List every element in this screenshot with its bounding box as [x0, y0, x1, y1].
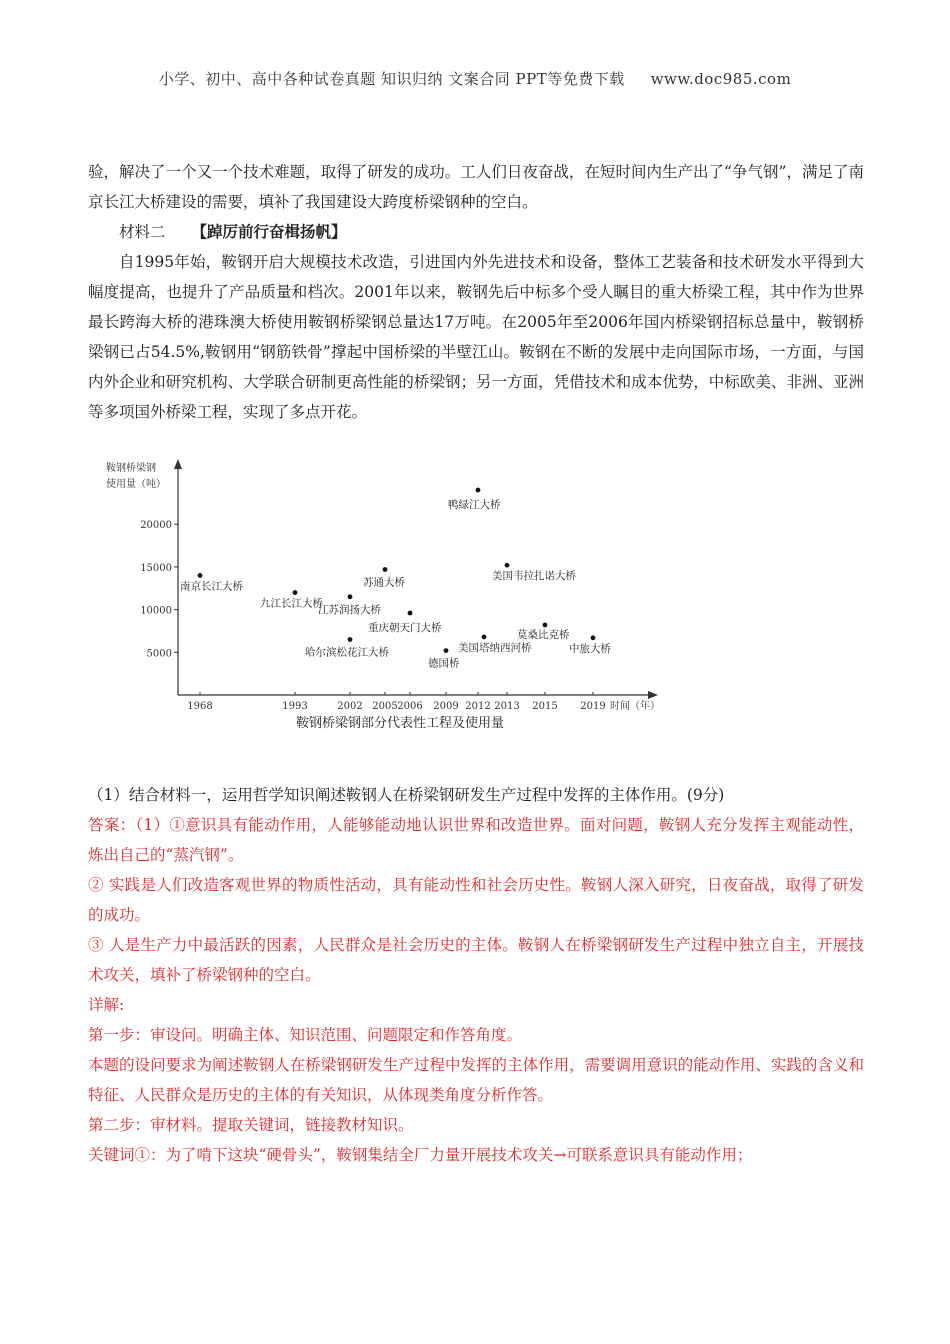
data-point [444, 648, 449, 653]
data-point-label: 哈尔滨松花江大桥 [305, 646, 389, 659]
x-tick-label: 2019 [580, 701, 606, 712]
data-point [348, 594, 353, 599]
detail-step2: 第二步：审材料。提取关键词，链接教材知识。 [88, 1116, 414, 1134]
y-tick-label: 5000 [146, 648, 172, 660]
data-point-label: 德国桥 [428, 657, 460, 670]
x-tick-label: 2005 [372, 701, 398, 712]
material2-title: 【踔厉前行奋楫扬帆】 [191, 222, 347, 241]
data-point-label: 苏通大桥 [363, 576, 405, 589]
x-tick-label: 2013 [494, 701, 520, 712]
y-tick-label: 10000 [140, 605, 172, 617]
data-point-label: 美国韦拉扎诺大桥 [492, 570, 576, 583]
material2-heading [88, 217, 864, 247]
data-point-label: 九江长江大桥 [260, 597, 323, 610]
y-axis-label-line2: 使用量（吨） [106, 479, 166, 490]
x-tick-label: 2012 [465, 701, 491, 712]
data-point [476, 488, 481, 493]
data-point [348, 637, 353, 642]
data-point-label: 中旅大桥 [569, 642, 611, 655]
data-point-label: 鸭绿江大桥 [448, 499, 501, 512]
y-tick-label: 20000 [140, 520, 172, 532]
data-point [505, 563, 510, 568]
data-point-label: 莫桑比克桥 [517, 628, 570, 641]
detail-step1: 第一步：审设问。明确主体、知识范围、问题限定和作答角度。 [88, 1026, 523, 1044]
page-header [0, 68, 950, 89]
chart-title: 鞍钢桥梁钢部分代表性工程及使用量 [295, 716, 505, 731]
chart-svg [100, 455, 680, 745]
answer-item-1: 答案：（1）①意识具有能动作用，人能够能动地认识世界和改造世界。面对问题，鞍钢人充分发挥主观能动性，炼出自己的“蒸汽钢”。 [88, 816, 864, 864]
data-point-label: 南京长江大桥 [180, 580, 243, 593]
x-tick-label: 1968 [187, 701, 213, 712]
y-tick-label: 15000 [140, 562, 172, 574]
data-point [198, 573, 203, 578]
x-tick-label: 2009 [433, 701, 459, 712]
header-text: 小学、初中、高中各种试卷真题 知识归纳 文案合同 PPT等免费下载 [158, 70, 625, 88]
material2-label: 材料二 [119, 223, 166, 241]
data-point [591, 635, 596, 640]
data-point [543, 623, 548, 628]
material2-paragraph: 自1995年始，鞍钢开启大规模技术改造，引进国内外先进技术和设备，整体工艺装备和技术研发水平得到大幅度提高，也提升了产品质量和档次。2001年以来，鞍钢先后中标多个受人瞩目的重大桥梁工程，其中作为世界最长跨海大桥的港珠澳大桥使用鞍钢桥梁钢总量达17万吨。在2005年至2006年国内桥梁钢招标总量中，鞍钢桥梁钢已占54.5%,鞍钢用“钢筋铁骨”撑起中国桥梁的半壁江山。鞍钢在不断的发展中走向国际市场，一方面，与国内外企业和研究机构、大学联合研制更高性能的桥梁钢；另一方面，凭借技术和成本优势，中标欧美、非洲、亚洲等多项国外桥梁工程，实现了多点开花。 [88, 253, 864, 421]
data-point-label: 江苏润扬大桥 [318, 603, 381, 616]
detail-heading: 详解: [88, 996, 125, 1014]
data-point [293, 590, 298, 595]
detail-step1-text: 本题的设问要求为阐述鞍钢人在桥梁钢研发生产过程中发挥的主体作用，需要调用意识的能动作用、实践的含义和特征、人民群众是历史的主体的有关知识，从体现类角度分析作答。 [88, 1056, 864, 1104]
question-text: （1）结合材料一，运用哲学知识阐述鞍钢人在桥梁钢研发生产过程中发挥的主体作用。(9分) [88, 786, 725, 804]
material-section [88, 157, 864, 427]
y-axis-arrow [174, 459, 182, 469]
data-point [408, 611, 413, 616]
data-point-label: 重庆朝天门大桥 [368, 622, 442, 635]
y-axis-label-line1: 鞍钢桥梁钢 [106, 463, 156, 474]
data-point [482, 635, 487, 640]
detail-keyword1: 关键词①：为了啃下这块“硬骨头”，鞍钢集结全厂力量开展技术攻关→可联系意识具有能动作用； [88, 1146, 753, 1164]
x-axis-arrow [648, 691, 658, 699]
x-axis-label: 时间（年） [610, 701, 660, 712]
answer-item-3: ③ 人是生产力中最活跃的因素，人民群众是社会历史的主体。鞍钢人在桥梁钢研发生产过程中独立自主，开展技术攻关，填补了桥梁钢种的空白。 [88, 936, 864, 984]
data-point [383, 567, 388, 572]
data-point-label: 美国塔纳西河桥 [458, 641, 532, 654]
scatter-chart [100, 455, 680, 745]
x-tick-label: 2015 [532, 701, 558, 712]
question-answer-section [88, 780, 864, 1170]
x-tick-label: 2006 [397, 701, 423, 712]
material1-tail: 验，解决了一个又一个技术难题，取得了研发的成功。工人们日夜奋战，在短时间内生产出了“争气钢”，满足了南京长江大桥建设的需要，填补了我国建设大跨度桥梁钢种的空白。 [88, 163, 864, 211]
x-tick-label: 1993 [282, 701, 308, 712]
x-tick-label: 2002 [337, 701, 363, 712]
answer-item-2: ② 实践是人们改造客观世界的物质性活动，具有能动性和社会历史性。鞍钢人深入研究，日夜奋战，取得了研发的成功。 [88, 876, 864, 924]
header-url[interactable]: www.doc985.com [650, 70, 792, 88]
